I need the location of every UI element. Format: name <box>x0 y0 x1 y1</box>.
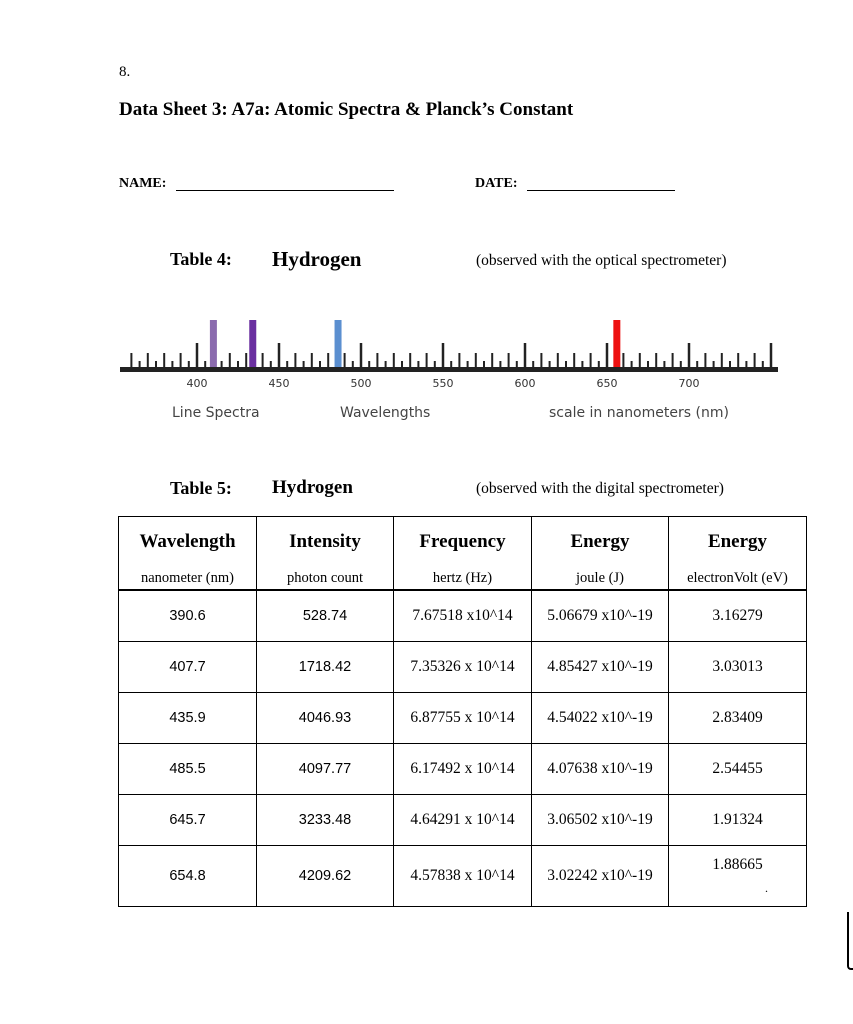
cell-wavelength: 654.8 <box>119 846 257 907</box>
cell-frequency: 4.64291 x 10^14 <box>394 795 532 846</box>
cell-wavelength: 645.7 <box>119 795 257 846</box>
cell-frequency: 6.17492 x 10^14 <box>394 744 532 795</box>
table-row <box>119 642 807 693</box>
table-row <box>119 590 807 642</box>
cell-frequency: 4.57838 x 10^14 <box>394 846 532 907</box>
cell-energy-joule: 5.06679 x10^-19 <box>532 590 669 642</box>
date-field[interactable] <box>527 176 675 191</box>
unit-intensity: photon count <box>257 567 394 590</box>
spectrum-caption-left: Line Spectra <box>172 405 260 421</box>
header-energy-joule: Energy <box>532 517 669 568</box>
table-row <box>119 795 807 846</box>
spectrum-axis-label: 450 <box>268 377 290 390</box>
header-intensity: Intensity <box>257 517 394 568</box>
emission-line <box>210 320 217 367</box>
cell-wavelength: 407.7 <box>119 642 257 693</box>
table-row <box>119 846 807 907</box>
spectrum-axis-labels <box>187 377 700 390</box>
spectrum-ticks <box>131 343 771 367</box>
header-frequency: Frequency <box>394 517 532 568</box>
cell-wavelength: 485.5 <box>119 744 257 795</box>
table4-note: (observed with the optical spectrometer) <box>476 252 727 269</box>
table-row <box>119 693 807 744</box>
spectrum-axis-label: 700 <box>678 377 700 390</box>
cell-frequency: 7.35326 x 10^14 <box>394 642 532 693</box>
spectrum-axis-label: 400 <box>186 377 208 390</box>
spectrum-baseline <box>120 367 778 372</box>
unit-energy-ev: electronVolt (eV) <box>669 567 807 590</box>
cell-intensity: 4097.77 <box>257 744 394 795</box>
table5-label: Table 5: <box>170 478 232 498</box>
spectrum-caption-mid: Wavelengths <box>340 405 431 421</box>
cell-wavelength: 435.9 <box>119 693 257 744</box>
cell-energy-ev <box>669 846 807 907</box>
table-row <box>119 744 807 795</box>
header-title-row <box>119 517 807 568</box>
emission-line <box>249 320 256 367</box>
cell-intensity: 4209.62 <box>257 846 394 907</box>
cell-energy-joule: 3.02242 x10^-19 <box>532 846 669 907</box>
table5-element: Hydrogen <box>272 477 353 498</box>
name-label: NAME: <box>119 176 167 191</box>
cell-frequency: 6.87755 x 10^14 <box>394 693 532 744</box>
table4-element: Hydrogen <box>272 247 362 271</box>
sheet-title: Data Sheet 3: A7a: Atomic Spectra & Planck’s Constant <box>119 99 574 120</box>
spectrum-axis-label: 500 <box>350 377 372 390</box>
cell-energy-joule: 4.85427 x10^-19 <box>532 642 669 693</box>
cell-energy-joule: 3.06502 x10^-19 <box>532 795 669 846</box>
spectrum-axis-label: 550 <box>432 377 454 390</box>
stray-mark: . <box>765 881 768 895</box>
name-field[interactable] <box>176 176 394 191</box>
unit-wavelength: nanometer (nm) <box>119 567 257 590</box>
cell-energy-ev-value: 1.88665 <box>712 856 763 873</box>
spectrum-axis-label: 600 <box>514 377 536 390</box>
cell-energy-ev: 3.16279 <box>669 590 807 642</box>
emission-line <box>613 320 620 367</box>
emission-line <box>335 320 342 367</box>
cell-wavelength: 390.6 <box>119 590 257 642</box>
cell-energy-joule: 4.54022 x10^-19 <box>532 693 669 744</box>
header-energy-ev: Energy <box>669 517 807 568</box>
cell-energy-ev: 2.83409 <box>669 693 807 744</box>
cell-energy-ev: 3.03013 <box>669 642 807 693</box>
unit-energy-joule: joule (J) <box>532 567 669 590</box>
margin-bracket <box>847 912 853 970</box>
page-number: 8. <box>119 64 131 80</box>
cell-intensity: 1718.42 <box>257 642 394 693</box>
spectrum-axis-label: 650 <box>596 377 618 390</box>
table4-label: Table 4: <box>170 249 232 269</box>
cell-intensity: 528.74 <box>257 590 394 642</box>
spectrum-figure <box>0 300 853 430</box>
cell-intensity: 3233.48 <box>257 795 394 846</box>
cell-frequency: 7.67518 x10^14 <box>394 590 532 642</box>
hydrogen-data-table <box>118 516 807 907</box>
header-unit-row <box>119 567 807 590</box>
date-label: DATE: <box>475 176 518 191</box>
header-wavelength: Wavelength <box>119 517 257 568</box>
cell-intensity: 4046.93 <box>257 693 394 744</box>
cell-energy-joule: 4.07638 x10^-19 <box>532 744 669 795</box>
table5-note: (observed with the digital spectrometer) <box>476 480 724 497</box>
spectrum-caption-right: scale in nanometers (nm) <box>549 405 729 421</box>
cell-energy-ev: 1.91324 <box>669 795 807 846</box>
unit-frequency: hertz (Hz) <box>394 567 532 590</box>
cell-energy-ev: 2.54455 <box>669 744 807 795</box>
